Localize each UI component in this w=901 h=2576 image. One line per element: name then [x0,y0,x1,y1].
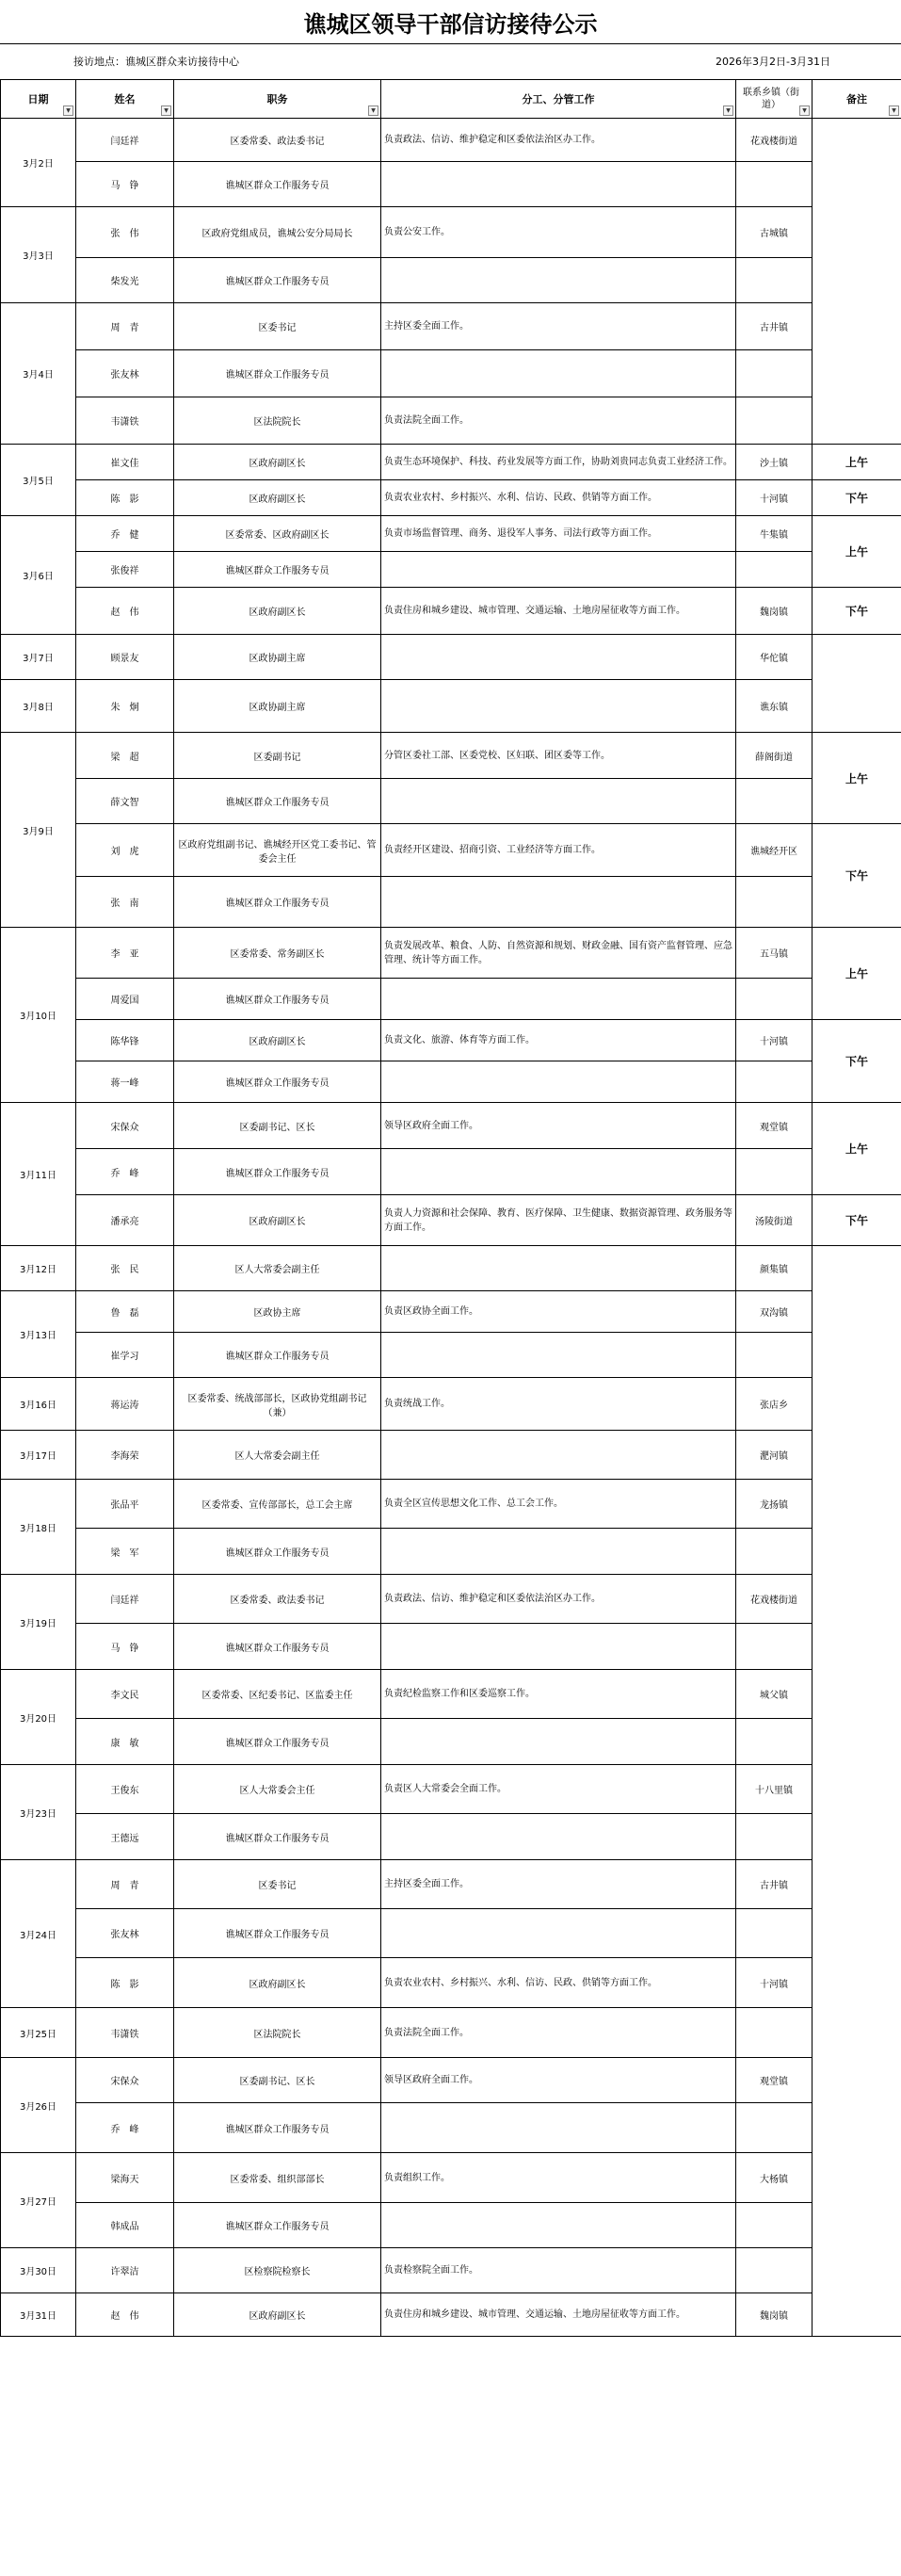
name-cell: 周 青 [76,1860,174,1909]
duty-cell: 负责检察院全面工作。 [381,2248,736,2293]
post-cell: 谯城区群众工作服务专员 [174,162,381,207]
duty-cell [381,1529,736,1575]
table-row [1,2008,901,2058]
duty-cell [381,979,736,1020]
town-cell: 十河镇 [736,1020,813,1061]
name-cell: 顾景友 [76,635,174,680]
table-row [1,1480,901,1529]
name-cell: 张友林 [76,1909,174,1958]
town-cell: 古井镇 [736,1860,813,1909]
name-cell: 宋保众 [76,2058,174,2103]
town-cell [736,2008,813,2058]
date-cell: 3月13日 [1,1291,76,1378]
table-row [1,1149,901,1195]
post-cell: 谯城区群众工作服务专员 [174,979,381,1020]
table-row [1,119,901,162]
post-cell: 区委常委、区政府副区长 [174,516,381,552]
post-cell: 区检察院检察长 [174,2248,381,2293]
duty-cell: 负责农业农村、乡村振兴、水利、信访、民政、供销等方面工作。 [381,1958,736,2008]
date-cell: 3月31日 [1,2293,76,2337]
duty-cell [381,779,736,824]
town-cell [736,1529,813,1575]
duty-cell: 负责市场监督管理、商务、退役军人事务、司法行政等方面工作。 [381,516,736,552]
post-cell: 区政协副主席 [174,635,381,680]
town-cell: 魏岗镇 [736,2293,813,2337]
table-row [1,1670,901,1719]
post-cell: 谯城区群众工作服务专员 [174,1624,381,1670]
date-cell: 3月11日 [1,1103,76,1246]
town-cell: 颜集镇 [736,1246,813,1291]
header-name: 姓名 ▼ [76,80,174,119]
date-cell: 3月6日 [1,516,76,635]
table-row [1,303,901,350]
date-cell: 3月26日 [1,2058,76,2153]
table-row [1,1378,901,1431]
reception-table [0,79,901,2337]
header-post: 职务 ▼ [174,80,381,119]
post-cell: 谯城区群众工作服务专员 [174,350,381,397]
name-cell: 韦潇铁 [76,2008,174,2058]
town-cell [736,2203,813,2248]
date-cell: 3月16日 [1,1378,76,1431]
name-cell: 梁 超 [76,733,174,779]
date-cell: 3月18日 [1,1480,76,1575]
name-cell: 张 伟 [76,207,174,258]
post-cell: 谯城区群众工作服务专员 [174,1814,381,1860]
name-cell: 张品平 [76,1480,174,1529]
duty-cell: 负责发展改革、粮食、人防、自然资源和规划、财政金融、国有资产监督管理、应急管理、统计等方面工作。 [381,928,736,979]
note-cell: 下午 [813,480,901,516]
table-row [1,680,901,733]
duty-cell: 负责公安工作。 [381,207,736,258]
duty-cell [381,1246,736,1291]
duty-cell: 负责农业农村、乡村振兴、水利、信访、民政、供销等方面工作。 [381,480,736,516]
town-cell [736,979,813,1020]
duty-cell [381,680,736,733]
name-cell: 张友林 [76,350,174,397]
duty-cell: 负责政法、信访、维护稳定和区委依法治区办工作。 [381,1575,736,1624]
town-cell: 五马镇 [736,928,813,979]
table-row [1,1061,901,1103]
table-row [1,1529,901,1575]
town-cell: 观堂镇 [736,2058,813,2103]
date-cell: 3月12日 [1,1246,76,1291]
town-cell: 张店乡 [736,1378,813,1431]
town-cell [736,779,813,824]
note-cell: 下午 [813,588,901,635]
note-cell: 下午 [813,1195,901,1246]
post-cell: 区政府副区长 [174,2293,381,2337]
name-cell: 蒋一峰 [76,1061,174,1103]
name-cell: 韩成品 [76,2203,174,2248]
table-row [1,1575,901,1624]
post-cell: 区人大常委会副主任 [174,1246,381,1291]
post-cell: 区委副书记 [174,733,381,779]
town-cell: 十河镇 [736,480,813,516]
name-cell: 李海荣 [76,1431,174,1480]
town-cell: 十河镇 [736,1958,813,2008]
filter-dropdown-icon[interactable]: ▼ [889,105,899,116]
town-cell [736,1333,813,1378]
town-cell: 城父镇 [736,1670,813,1719]
post-cell: 区委副书记、区长 [174,1103,381,1149]
town-cell [736,1719,813,1765]
duty-cell [381,1333,736,1378]
town-cell: 谯城经开区 [736,824,813,877]
name-cell: 赵 伟 [76,2293,174,2337]
table-row [1,207,901,258]
header-row [1,80,901,119]
date-range: 2026年3月2日-3月31日 [716,56,830,68]
table-row [1,480,901,516]
table-row [1,877,901,928]
filter-dropdown-icon[interactable]: ▼ [799,105,810,116]
note-cell: 上午 [813,445,901,480]
name-cell: 宋保众 [76,1103,174,1149]
name-cell: 乔 峰 [76,2103,174,2153]
name-cell: 张俊祥 [76,552,174,588]
header-town: 联系乡镇（街道） ▼ [736,80,813,119]
duty-cell [381,1814,736,1860]
date-cell: 3月25日 [1,2008,76,2058]
post-cell: 区政府党组副书记、谯城经开区党工委书记、管委会主任 [174,824,381,877]
date-cell: 3月3日 [1,207,76,303]
name-cell: 马 铮 [76,162,174,207]
town-cell: 汤陵街道 [736,1195,813,1246]
town-cell: 花戏楼街道 [736,119,813,162]
name-cell: 鲁 磊 [76,1291,174,1333]
table-row [1,397,901,445]
name-cell: 康 敏 [76,1719,174,1765]
post-cell: 区政府副区长 [174,588,381,635]
duty-cell: 主持区委全面工作。 [381,303,736,350]
duty-cell: 负责法院全面工作。 [381,397,736,445]
post-cell: 区委常委、统战部部长，区政协党组副书记（兼） [174,1378,381,1431]
duty-cell: 领导区政府全面工作。 [381,1103,736,1149]
town-cell [736,1061,813,1103]
table-row [1,2153,901,2203]
table-row [1,1860,901,1909]
duty-cell [381,1431,736,1480]
town-cell: 淝河镇 [736,1431,813,1480]
duty-cell: 主持区委全面工作。 [381,1860,736,1909]
duty-cell [381,552,736,588]
page-title: 谯城区领导干部信访接待公示 [0,0,901,44]
date-cell: 3月2日 [1,119,76,207]
duty-cell: 负责生态环境保护、科技、药业发展等方面工作，协助刘贵同志负责工业经济工作。 [381,445,736,480]
table-row [1,1333,901,1378]
date-cell: 3月24日 [1,1860,76,2008]
date-cell: 3月5日 [1,445,76,516]
town-cell: 牛集镇 [736,516,813,552]
name-cell: 梁 军 [76,1529,174,1575]
name-cell: 王德远 [76,1814,174,1860]
name-cell: 马 铮 [76,1624,174,1670]
duty-cell [381,1149,736,1195]
name-cell: 朱 炯 [76,680,174,733]
post-cell: 谯城区群众工作服务专员 [174,1529,381,1575]
duty-cell [381,1909,736,1958]
town-cell: 龙扬镇 [736,1480,813,1529]
table-row [1,1195,901,1246]
header-date: 日期 ▼ [1,80,76,119]
town-cell: 花戏楼街道 [736,1575,813,1624]
duty-cell: 负责人力资源和社会保障、教育、医疗保障、卫生健康、数据资源管理、政务服务等方面工作。 [381,1195,736,1246]
post-cell: 区政协副主席 [174,680,381,733]
post-cell: 谯城区群众工作服务专员 [174,552,381,588]
duty-cell: 负责住房和城乡建设、城市管理、交通运输、土地房屋征收等方面工作。 [381,588,736,635]
name-cell: 陈 影 [76,480,174,516]
note-cell: 上午 [813,1103,901,1195]
town-cell: 古城镇 [736,207,813,258]
town-cell: 薛阁街道 [736,733,813,779]
note-cell [813,635,901,733]
post-cell: 谯城区群众工作服务专员 [174,2203,381,2248]
name-cell: 王俊东 [76,1765,174,1814]
duty-cell: 负责文化、旅游、体育等方面工作。 [381,1020,736,1061]
name-cell: 赵 伟 [76,588,174,635]
name-cell: 薛文智 [76,779,174,824]
date-cell: 3月19日 [1,1575,76,1670]
note-cell [813,119,901,445]
duty-cell: 分管区委社工部、区委党校、区妇联、团区委等工作。 [381,733,736,779]
post-cell: 区政府副区长 [174,480,381,516]
duty-cell: 负责政法、信访、维护稳定和区委依法治区办工作。 [381,119,736,162]
date-cell: 3月30日 [1,2248,76,2293]
name-cell: 周 青 [76,303,174,350]
table-row [1,1909,901,1958]
duty-cell: 负责住房和城乡建设、城市管理、交通运输、土地房屋征收等方面工作。 [381,2293,736,2337]
post-cell: 区委常委、政法委书记 [174,119,381,162]
post-cell: 谯城区群众工作服务专员 [174,1061,381,1103]
duty-cell: 负责全区宣传思想文化工作、总工会工作。 [381,1480,736,1529]
name-cell: 张 民 [76,1246,174,1291]
duty-cell: 负责经开区建设、招商引资、工业经济等方面工作。 [381,824,736,877]
post-cell: 区委常委、区纪委书记、区监委主任 [174,1670,381,1719]
name-cell: 梁海天 [76,2153,174,2203]
filter-dropdown-icon[interactable]: ▼ [723,105,733,116]
filter-dropdown-icon[interactable]: ▼ [63,105,73,116]
date-cell: 3月27日 [1,2153,76,2248]
town-cell [736,1814,813,1860]
date-cell: 3月4日 [1,303,76,445]
name-cell: 李 亚 [76,928,174,979]
name-cell: 许翠洁 [76,2248,174,2293]
post-cell: 区政协主席 [174,1291,381,1333]
table-row [1,2058,901,2103]
table-row [1,928,901,979]
date-cell: 3月23日 [1,1765,76,1860]
name-cell: 乔 健 [76,516,174,552]
town-cell: 古井镇 [736,303,813,350]
town-cell [736,1624,813,1670]
duty-cell: 负责法院全面工作。 [381,2008,736,2058]
table-row [1,1814,901,1860]
town-cell [736,258,813,303]
table-row [1,635,901,680]
date-cell: 3月9日 [1,733,76,928]
date-cell: 3月10日 [1,928,76,1103]
duty-cell [381,258,736,303]
reception-location: 接访地点：谯城区群众来访接待中心 [73,56,239,68]
town-cell [736,1909,813,1958]
post-cell: 区委常委、政法委书记 [174,1575,381,1624]
post-cell: 区政府副区长 [174,1020,381,1061]
town-cell [736,877,813,928]
date-cell: 3月7日 [1,635,76,680]
post-cell: 谯城区群众工作服务专员 [174,258,381,303]
note-cell: 下午 [813,824,901,928]
post-cell: 区法院院长 [174,2008,381,2058]
duty-cell [381,877,736,928]
town-cell [736,1149,813,1195]
duty-cell [381,162,736,207]
table-row [1,2203,901,2248]
note-cell: 上午 [813,928,901,1020]
town-cell: 魏岗镇 [736,588,813,635]
table-row [1,824,901,877]
name-cell: 陈 影 [76,1958,174,2008]
name-cell: 周爱国 [76,979,174,1020]
post-cell: 区政府党组成员，谯城公安分局局长 [174,207,381,258]
duty-cell: 负责组织工作。 [381,2153,736,2203]
duty-cell: 负责区政协全面工作。 [381,1291,736,1333]
name-cell: 李文民 [76,1670,174,1719]
duty-cell: 负责区人大常委会全面工作。 [381,1765,736,1814]
table-row [1,2248,901,2293]
name-cell: 张 南 [76,877,174,928]
name-cell: 崔文佳 [76,445,174,480]
post-cell: 谯城区群众工作服务专员 [174,1719,381,1765]
post-cell: 区委书记 [174,303,381,350]
table-row [1,1020,901,1061]
post-cell: 区法院院长 [174,397,381,445]
table-row [1,1431,901,1480]
duty-cell [381,2203,736,2248]
note-cell: 上午 [813,733,901,824]
table-row [1,552,901,588]
post-cell: 区政府副区长 [174,1195,381,1246]
name-cell: 乔 峰 [76,1149,174,1195]
note-cell [813,1246,901,2337]
town-cell [736,397,813,445]
table-row [1,588,901,635]
info-bar [0,43,901,77]
post-cell: 区委常委、宣传部部长，总工会主席 [174,1480,381,1529]
name-cell: 闫廷祥 [76,119,174,162]
date-cell: 3月17日 [1,1431,76,1480]
post-cell: 区委常委、常务副区长 [174,928,381,979]
name-cell: 闫廷祥 [76,1575,174,1624]
town-cell: 谯东镇 [736,680,813,733]
town-cell: 观堂镇 [736,1103,813,1149]
duty-cell [381,1719,736,1765]
table-row [1,1624,901,1670]
table-row [1,779,901,824]
duty-cell [381,2103,736,2153]
duty-cell: 负责统战工作。 [381,1378,736,1431]
table-row [1,350,901,397]
table-row [1,162,901,207]
post-cell: 区政府副区长 [174,1958,381,2008]
table-row [1,1246,901,1291]
name-cell: 韦潇铁 [76,397,174,445]
table-row [1,979,901,1020]
post-cell: 区委书记 [174,1860,381,1909]
date-cell: 3月20日 [1,1670,76,1765]
note-cell: 下午 [813,1020,901,1103]
name-cell: 陈华锋 [76,1020,174,1061]
town-cell [736,2248,813,2293]
table-row [1,1958,901,2008]
table-row [1,1719,901,1765]
duty-cell [381,350,736,397]
town-cell [736,2103,813,2153]
post-cell: 区人大常委会主任 [174,1765,381,1814]
filter-dropdown-icon[interactable]: ▼ [368,105,378,116]
table-row [1,2103,901,2153]
post-cell: 区人大常委会副主任 [174,1431,381,1480]
duty-cell: 负责纪检监察工作和区委巡察工作。 [381,1670,736,1719]
post-cell: 区委副书记、区长 [174,2058,381,2103]
header-note: 备注 ▼ [813,80,901,119]
table-row [1,733,901,779]
table-row [1,516,901,552]
town-cell: 华佗镇 [736,635,813,680]
town-cell: 大杨镇 [736,2153,813,2203]
duty-cell: 领导区政府全面工作。 [381,2058,736,2103]
filter-dropdown-icon[interactable]: ▼ [161,105,171,116]
post-cell: 谯城区群众工作服务专员 [174,2103,381,2153]
town-cell [736,350,813,397]
name-cell: 柴发光 [76,258,174,303]
post-cell: 谯城区群众工作服务专员 [174,1149,381,1195]
post-cell: 区政府副区长 [174,445,381,480]
town-cell: 十八里镇 [736,1765,813,1814]
table-row [1,2293,901,2337]
post-cell: 区委常委、组织部部长 [174,2153,381,2203]
name-cell: 潘承亮 [76,1195,174,1246]
town-cell: 沙土镇 [736,445,813,480]
table-row [1,1291,901,1333]
header-duty: 分工、分管工作 ▼ [381,80,736,119]
town-cell [736,162,813,207]
name-cell: 刘 虎 [76,824,174,877]
duty-cell [381,1624,736,1670]
post-cell: 谯城区群众工作服务专员 [174,877,381,928]
table-row [1,1103,901,1149]
post-cell: 谯城区群众工作服务专员 [174,1909,381,1958]
table-body [1,119,901,2337]
note-cell: 上午 [813,516,901,588]
duty-cell [381,1061,736,1103]
table-row [1,445,901,480]
town-cell [736,552,813,588]
table-row [1,258,901,303]
name-cell: 蒋运涛 [76,1378,174,1431]
duty-cell [381,635,736,680]
post-cell: 谯城区群众工作服务专员 [174,1333,381,1378]
name-cell: 崔学习 [76,1333,174,1378]
table-row [1,1765,901,1814]
post-cell: 谯城区群众工作服务专员 [174,779,381,824]
town-cell: 双沟镇 [736,1291,813,1333]
date-cell: 3月8日 [1,680,76,733]
